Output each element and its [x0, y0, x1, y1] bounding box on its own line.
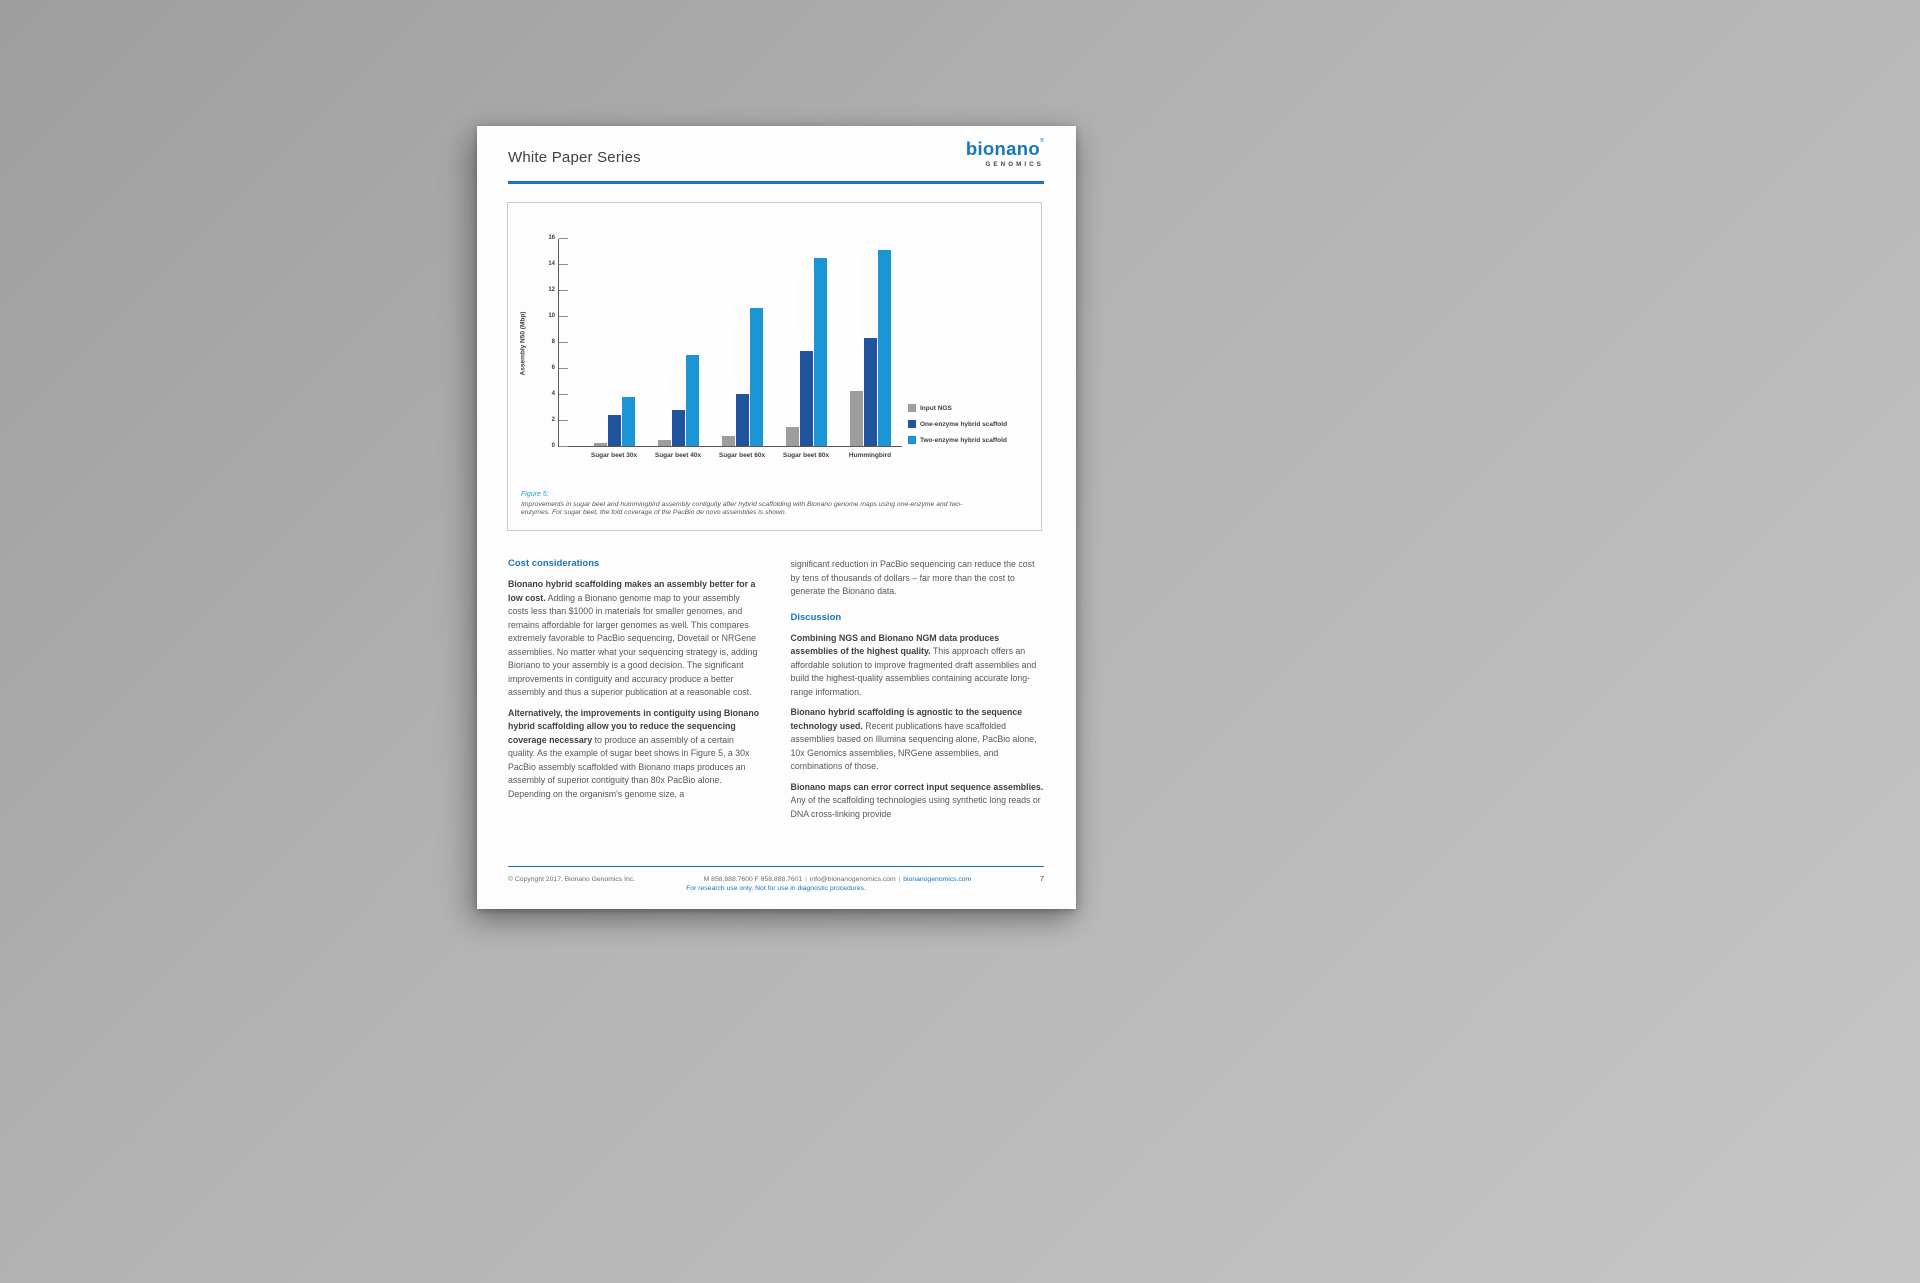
paragraph	[791, 558, 1046, 599]
chart-legend	[908, 404, 1007, 444]
chart-bar	[814, 258, 827, 447]
cost-considerations-heading: Cost considerations	[508, 558, 600, 569]
paragraph-text: Recent publications have scaffolded assemblies based on Illumina sequencing alone, PacBio alone, 10x Genomics assemblies, NRGene assemblies, and combinations of those.	[790, 720, 1037, 771]
legend-label: Two-enzyme hybrid scaffold	[920, 436, 1007, 444]
chart-bar	[608, 415, 621, 446]
page-title: White Paper Series	[508, 149, 641, 166]
chart-bar	[658, 440, 671, 446]
legend-item	[908, 404, 1007, 412]
discussion-heading: Discussion	[790, 611, 842, 623]
y-tick-label: 16	[548, 234, 555, 241]
y-tick-mark	[559, 446, 568, 447]
paragraph-lead: Bionano hybrid scaffolding is agnostic to the sequence technology used.	[790, 707, 1023, 731]
x-axis-label: Hummingbird	[848, 452, 892, 459]
separator: |	[805, 876, 807, 883]
x-axis-label: Sugar beet 40x	[654, 452, 702, 459]
right-column	[791, 558, 1046, 828]
figure-caption-text: Improvements in sugar beet and hummingbird assembly contiguity after hybrid scaffolding with Bionano genome maps using one-enzyme and two-enzymes. For sugar beet, the fold coverage of the PacBio de novo assemblies is shown.	[521, 500, 963, 517]
paragraph-lead: Bionano hybrid scaffolding makes an assembly better for a low cost.	[508, 579, 756, 603]
bar-group	[658, 355, 699, 446]
y-tick-label: 10	[548, 312, 555, 319]
separator: |	[898, 876, 901, 883]
bar-group	[786, 258, 827, 447]
disclaimer-text: For research use only. Not for use in diagnostic procedures.	[686, 885, 866, 892]
chart-bar	[800, 351, 813, 446]
y-axis-label: Assembly N50 (Mbp)	[519, 311, 527, 375]
x-axis-label: Sugar beet 60x	[718, 452, 766, 459]
registered-trademark-icon: ®	[1039, 138, 1044, 144]
paragraph	[508, 578, 763, 700]
y-tick-label: 8	[551, 338, 555, 345]
bars-area	[559, 239, 902, 446]
paragraph	[791, 781, 1046, 822]
bionano-logo	[966, 138, 1044, 168]
chart-bar	[736, 394, 749, 446]
legend-label: Input NGS	[920, 404, 952, 412]
x-axis-label: Sugar beet 30x	[590, 452, 638, 459]
footer	[508, 874, 1044, 883]
paragraph	[508, 707, 763, 802]
paragraph-text: Adding a Bionano genome map to your assembly costs less than $1000 in materials for smaller genomes, and remains affordable for larger genomes as well. This compares extremely favorable to PacBio sequencing, Dovetail or NRGene assemblies. No matter what your sequencing strategy is, adding Bionano to your assembly is a good decision. The significant improvements in contiguity and accuracy produce a better assembly and thus a superior publication at a reasonable cost.	[508, 592, 758, 697]
chart-bar	[864, 338, 877, 446]
phone-text: M 858.888.7600 F 858.888.7601	[703, 876, 803, 883]
y-tick-label: 14	[548, 260, 555, 267]
chart-bar	[622, 397, 635, 446]
chart-bar	[686, 355, 699, 446]
y-tick-label: 2	[551, 416, 555, 423]
document-page	[477, 126, 1076, 909]
logo-wordmark-row	[966, 138, 1044, 160]
chart-bar	[750, 308, 763, 446]
x-axis-labels	[558, 449, 902, 459]
logo-wordmark: bionano	[965, 138, 1040, 159]
header-divider	[508, 181, 1044, 184]
paragraph	[791, 632, 1046, 700]
plot-area	[548, 234, 902, 449]
chart-bar	[672, 410, 685, 446]
copyright-text: © Copyright 2017, Bionano Genomics Inc.	[508, 876, 636, 883]
chart-bar	[786, 427, 799, 447]
paragraph-lead: Bionano maps can error correct input sequence assemblies.	[790, 781, 1044, 792]
legend-swatch-icon	[908, 404, 916, 412]
figure-label: Figure 5:	[521, 491, 549, 498]
footer-divider	[508, 866, 1044, 867]
chart-bar	[850, 391, 863, 446]
paragraph-lead: Alternatively, the improvements in contiguity using Bionano hybrid scaffolding allow you to reduce the sequencing coverage necessary	[508, 707, 760, 745]
legend-swatch-icon	[908, 420, 916, 428]
legend-item	[908, 436, 1007, 444]
page-number: 7	[1039, 874, 1044, 883]
paragraph-lead: Combining NGS and Bionano NGM data produces assemblies of the highest quality.	[790, 632, 1000, 656]
chart-bar	[722, 436, 735, 446]
legend-label: One-enzyme hybrid scaffold	[920, 420, 1008, 428]
website-link[interactable]: bionanogenomics.com	[903, 876, 972, 883]
logo-genomics-text: GENOMICS	[985, 161, 1044, 168]
legend-item	[908, 420, 1007, 428]
y-tick-label: 6	[551, 364, 555, 371]
paragraph	[791, 706, 1046, 774]
body-columns	[508, 558, 1045, 828]
chart-bar	[594, 443, 607, 446]
paragraph-text: significant reduction in PacBio sequencing can reduce the cost by tens of thousands of dollars – far more than the cost to generate the Bionano data.	[790, 559, 1035, 596]
bar-group	[850, 250, 891, 446]
x-axis-label: Sugar beet 80x	[782, 452, 830, 459]
y-tick-label: 12	[548, 286, 555, 293]
left-column	[508, 558, 763, 828]
bar-group	[594, 397, 635, 446]
paragraph-text: This approach offers an affordable solution to improve fragmented draft assemblies and build the highest-quality assemblies containing accurate long-range information.	[790, 646, 1037, 697]
y-tick-label: 4	[551, 390, 555, 397]
chart-bar	[878, 250, 891, 446]
legend-swatch-icon	[908, 436, 916, 444]
bar-group	[722, 308, 763, 446]
paragraph-text: to produce an assembly of a certain quality. As the example of sugar beet shows in Figure 5, a 30x PacBio assembly scaffolded with Bionano maps produces an assembly of superior contiguity than 80x PacBio alone. Depending on the organism's genome size, a	[508, 734, 750, 799]
y-tick-label: 0	[551, 442, 555, 449]
email-link[interactable]: info@bionanogenomics.com	[809, 876, 896, 883]
contact-info	[704, 876, 972, 883]
figure-5-panel	[507, 202, 1042, 531]
paragraph-text: Any of the scaffolding technologies using synthetic long reads or DNA cross-linking provide	[790, 795, 1041, 819]
figure-caption	[521, 491, 986, 518]
